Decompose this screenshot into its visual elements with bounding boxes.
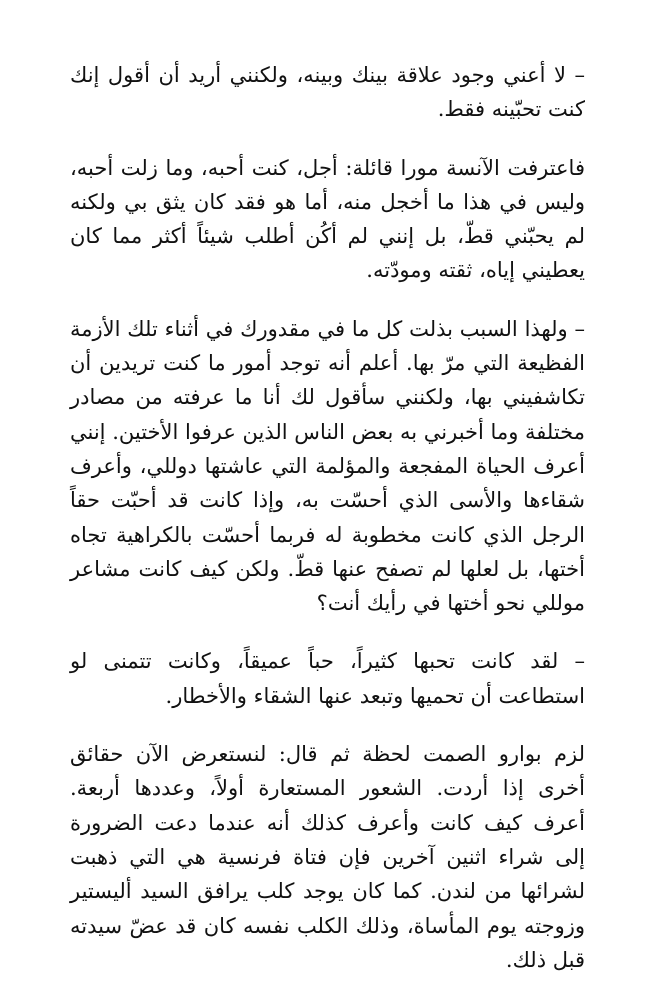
paragraph-1: – لا أعني وجود علاقة بينك وبينه، ولكنني أريد أن أقول إنك كنت تحبّينه فقط. bbox=[70, 63, 585, 122]
paragraph-5: لزم بوارو الصمت لحظة ثم قال: لنستعرض الآن حقائق أخرى إذا أردت. الشعور المستعارة أولاً، وعددها أربعة. أعرف كيف كانت وأعرف كذلك أنه عندما دعت الضرورة إلى شراء اثنين آخرين فإن فتاة فرنسية هي التي ذهبت لشرائها من لندن. كما كان يوجد كلب يرافق السيد أليستير وزوجته يوم المأساة، وذلك الكلب نفسه كان قد عضّ سيدته قبل ذلك. bbox=[70, 742, 585, 972]
paragraph-4: – لقد كانت تحبها كثيراً، حباً عميقاً، وكانت تتمنى لو استطاعت أن تحميها وتبعد عنها الشقاء والأخطار. bbox=[70, 649, 585, 708]
paragraph-2: فاعترفت الآنسة مورا قائلة: أجل، كنت أحبه، وما زلت أحبه، وليس في هذا ما أخجل منه، أما هو فقد كان يثق بي ولكنه لم يحبّني قطّ، بل إنني لم أكُن أطلب شيئاً أكثر مما كان يعطيني إياه، ثقته ومودّته. bbox=[70, 155, 585, 283]
paragraph-3: – ولهذا السبب بذلت كل ما في مقدورك في أثناء تلك الأزمة الفظيعة التي مرّ بها. أعلم أنه توجد أمور ما كنت تريدين أن تكاشفيني بها، ولكنني سأقول لك أنا ما عرفته من مصادر مختلفة وما أخبرني به بعض الناس الذين عرفوا الأختين. إنني أعرف الحياة المفجعة والمؤلمة التي عاشتها دوللي، وأعرف شقاءها والأسى الذي أحسّت به، وإذا كانت قد أحبّت حقاً الرجل الذي كانت مخطوبة له فربما أحسّت بالكراهية تجاه أختها، بل لعلها لم تصفح عنها قطّ. ولكن كيف كانت مشاعر موللي نحو أختها في رأيك أنت؟ bbox=[70, 316, 585, 616]
